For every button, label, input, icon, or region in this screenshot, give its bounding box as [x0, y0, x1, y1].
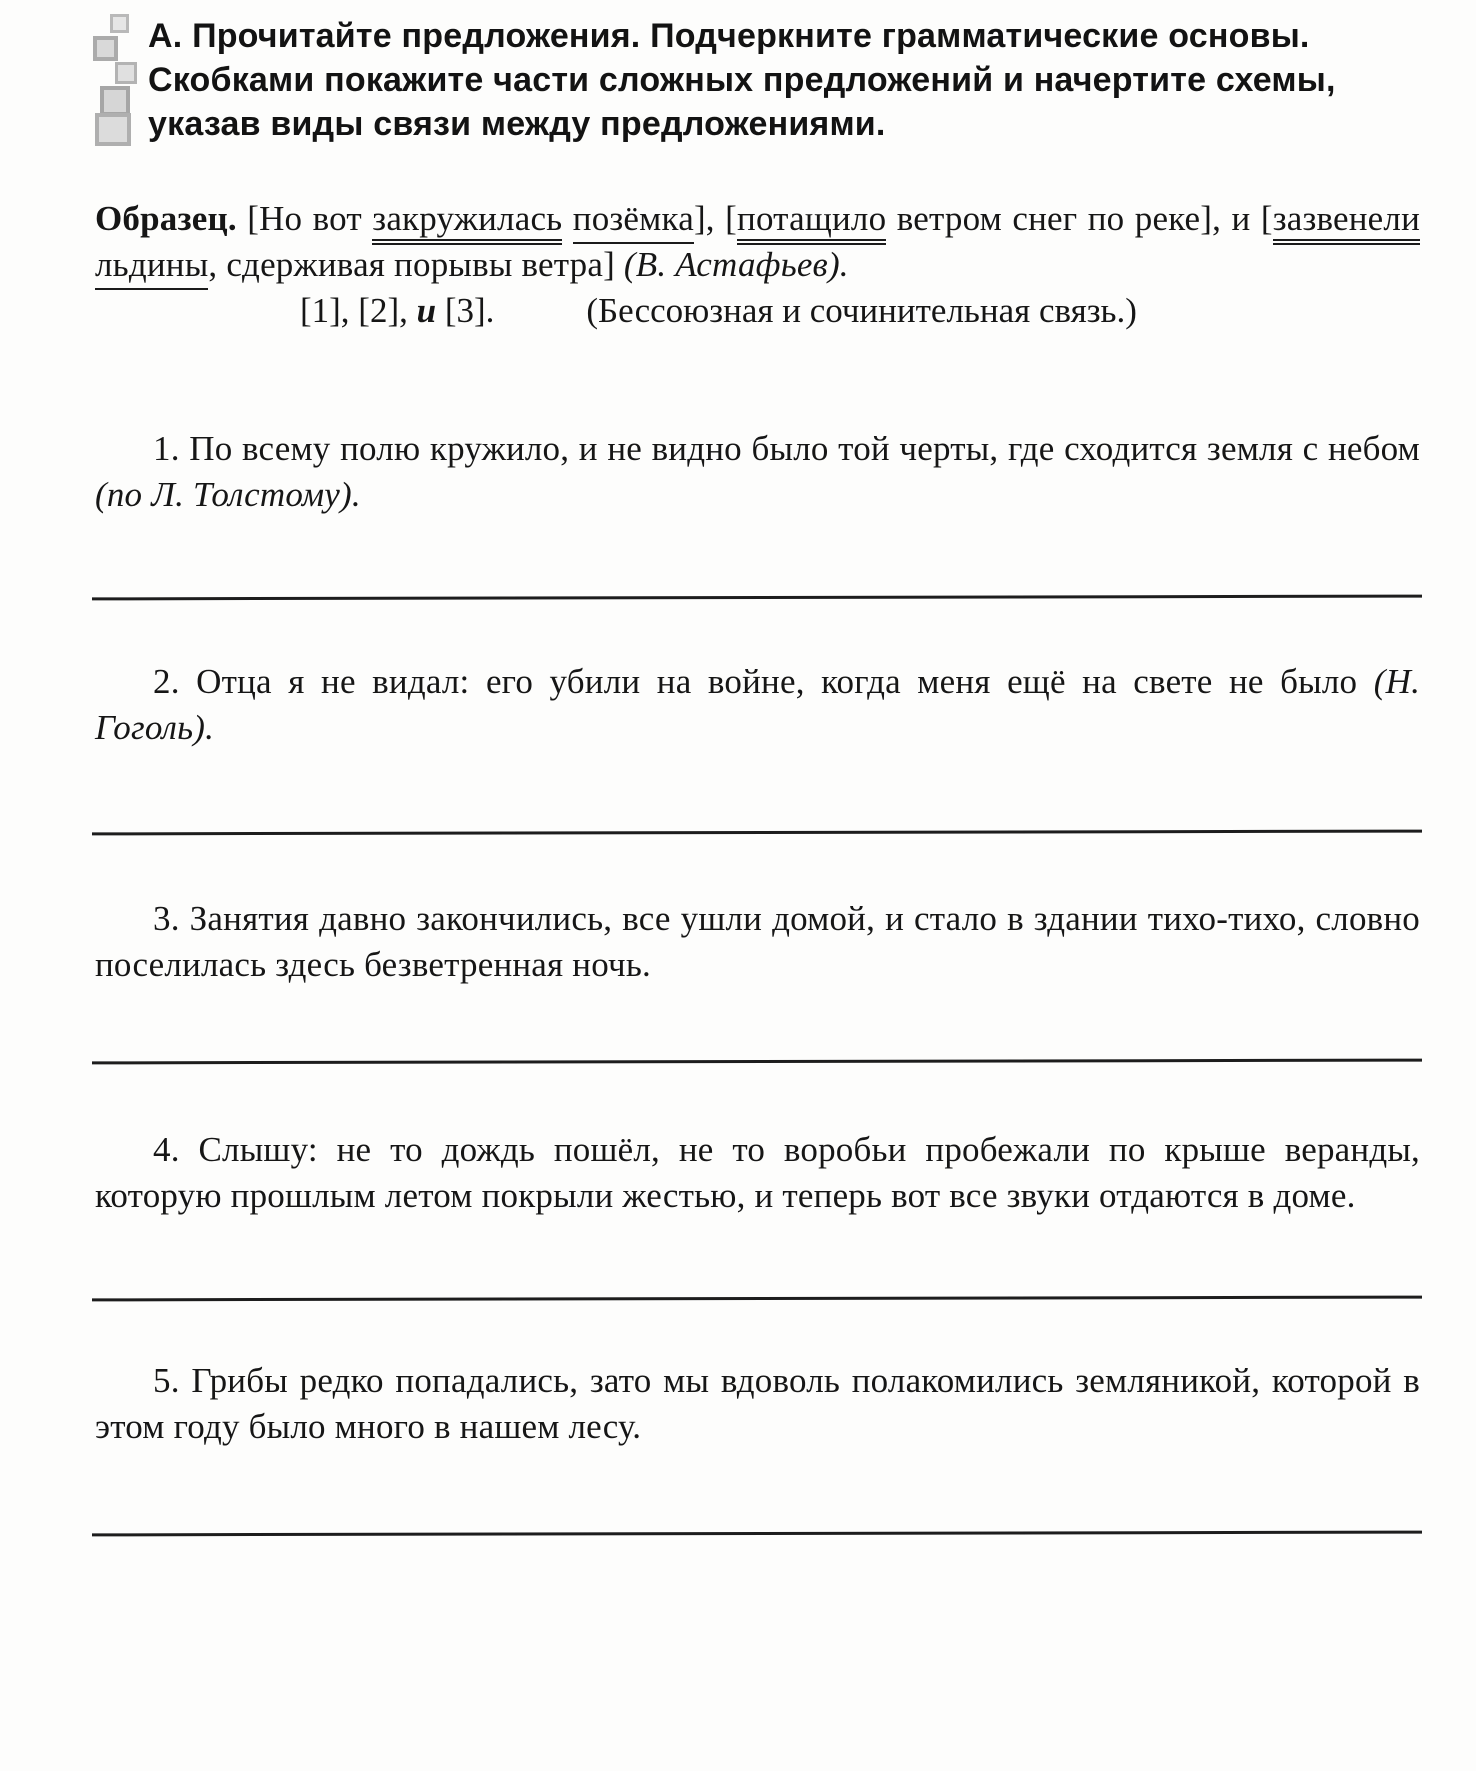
sentence-2 [95, 659, 1420, 751]
decorative-square-icon [93, 36, 118, 61]
task-text: Прочитайте предложения. Подчеркните грамматические основы. Скобками покажите части сложных предложений и начертите схемы, указав виды связи между предложениями. [148, 17, 1336, 143]
sentence-text: Грибы редко попадались, зато мы вдоволь полакомились земляникой, которой в этом году было много в нашем лесу. [95, 1361, 1421, 1446]
sentence-number: 1. [153, 429, 180, 468]
decorative-square-icon [115, 62, 137, 84]
example-text [562, 199, 572, 238]
example-author: (В. Астафьев). [623, 245, 849, 284]
predicate-word: потащило [737, 199, 886, 245]
example-label: Образец. [95, 199, 237, 238]
sentence-number: 5. [153, 1361, 180, 1400]
sentence-number: 3. [153, 899, 180, 938]
schema-conjunction: и [416, 291, 437, 330]
sentence-text: Слышу: не то дождь пошёл, не то воробьи пробежали по крыше веранды, которую прошлым летом покрыли жестью, и теперь вот все звуки отдаются в доме. [95, 1130, 1420, 1215]
schema-note: (Бессоюзная и сочинительная связь.) [586, 291, 1137, 330]
answer-blank-line [92, 830, 1422, 836]
schema-part: [3]. [444, 291, 495, 330]
answer-blank-line [92, 1059, 1422, 1065]
subject-word: позёмка [573, 199, 694, 244]
sentence-text: Занятия давно закончились, все ушли домой, и стало в здании тихо-тихо, словно поселилась здесь безветренная ночь. [95, 899, 1420, 984]
sentence-3 [95, 896, 1420, 988]
sentence-5 [95, 1358, 1420, 1450]
task-label: А. [148, 17, 183, 55]
example-text: ], [ [693, 199, 738, 238]
sentence-number: 4. [153, 1130, 180, 1169]
sentence-source: (Н. Гоголь). [95, 662, 1421, 747]
task-instructions [148, 14, 1420, 146]
example-text: , сдерживая порывы ветра] [208, 245, 624, 284]
sentence-text: По всему полю кружило, и не видно было той черты, где сходится земля с небом [189, 429, 1420, 468]
predicate-word: зазвенели [1273, 199, 1420, 245]
schema-expression [300, 291, 494, 330]
schema-part: [1], [2], [300, 291, 408, 330]
example-schema-line [95, 288, 1420, 334]
example-text: ветром снег по реке], и [ [886, 199, 1273, 238]
decorative-square-icon [95, 113, 131, 146]
predicate-word: закружилась [372, 199, 562, 245]
sentence-4 [95, 1127, 1420, 1219]
subject-word: льдины [95, 245, 208, 290]
sentence-source: (по Л. Толстому). [95, 475, 361, 514]
decorative-squares [0, 0, 160, 170]
answer-blank-line [92, 595, 1422, 601]
decorative-square-icon [100, 86, 130, 116]
sentence-number: 2. [153, 662, 180, 701]
answer-blank-line [92, 1531, 1422, 1537]
sentence-1 [95, 426, 1420, 518]
answer-blank-line [92, 1296, 1422, 1302]
decorative-square-icon [110, 14, 129, 33]
example-text: [Но вот [236, 199, 373, 238]
sentence-text: Отца я не видал: его убили на войне, когда меня ещё на свете не было [196, 662, 1358, 701]
example-paragraph [95, 196, 1420, 288]
